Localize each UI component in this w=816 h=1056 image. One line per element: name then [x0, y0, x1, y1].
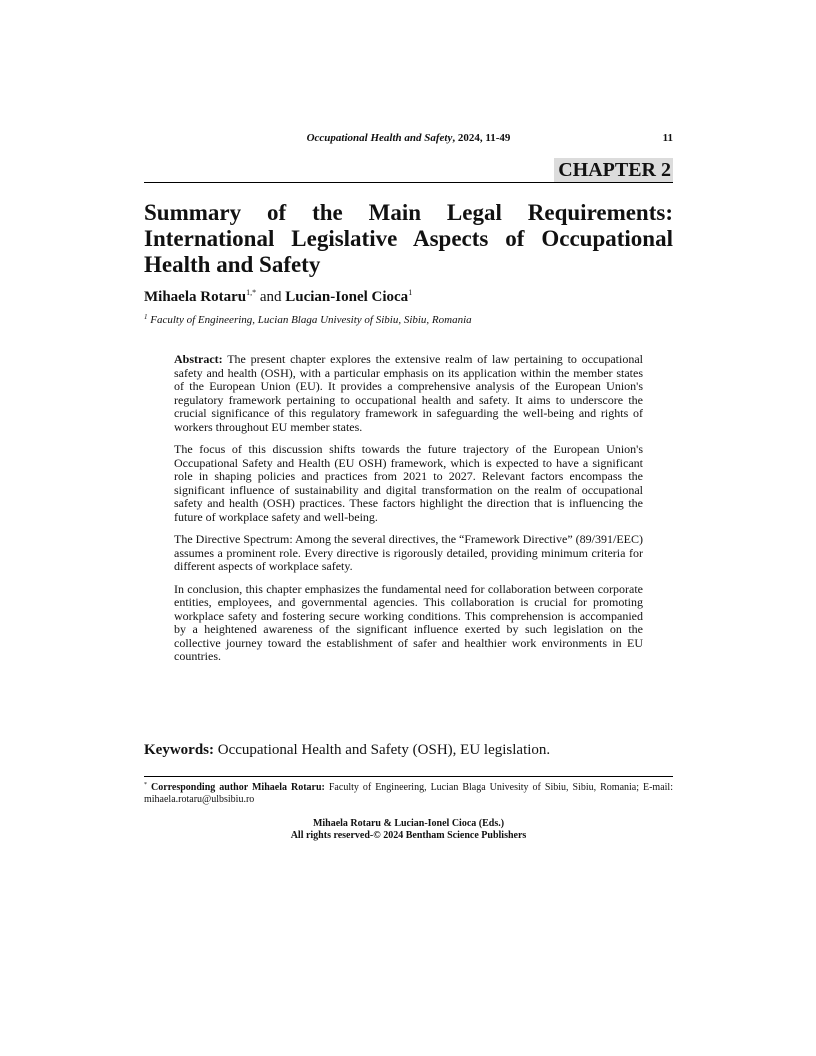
- keywords: [144, 742, 550, 759]
- title-line-1: Summary of the Main Legal Requirements:: [144, 200, 673, 225]
- abstract-paragraph-1: [174, 353, 643, 434]
- keywords-label: Keywords:: [144, 742, 214, 758]
- author-2-marker: 1: [408, 288, 413, 297]
- footnote-marker: *: [144, 782, 147, 788]
- author-conjunction: and: [256, 289, 286, 305]
- abstract-paragraph-4: In conclusion, this chapter emphasizes the fundamental need for collaboration between corporate entities, employees, and governmental agencies. This collaboration is crucial for promoting workplace safety and fostering secure working conditions. This comprehension is accompanied by a heightened awareness of the significant influence exerted by such legislation on the collective journey toward the establishment of safer and healthier work environments in EU countries.: [174, 581, 643, 663]
- page-number: 11: [662, 132, 673, 144]
- affiliation: [144, 313, 472, 326]
- book-credit: [144, 818, 673, 842]
- footnote-label: Corresponding author Mihaela Rotaru:: [147, 782, 325, 793]
- affiliation-marker: 1: [144, 313, 148, 321]
- abstract-label: Abstract:: [174, 352, 223, 366]
- author-1-name: Mihaela Rotaru: [144, 289, 247, 305]
- book-rights: All rights reserved-© 2024 Bentham Science Publishers: [290, 830, 527, 841]
- chapter-header: [144, 156, 673, 183]
- author-2-name: Lucian-Ionel Cioca: [285, 289, 409, 305]
- title-line-3: Health and Safety: [144, 252, 321, 277]
- journal-meta: , 2024, 11-49: [452, 132, 511, 144]
- chapter-label: CHAPTER 2: [554, 158, 673, 182]
- footnote-divider: [144, 776, 673, 777]
- author-line: [144, 288, 412, 306]
- title-line-2: International Legislative Aspects of Occupational: [144, 226, 673, 251]
- running-head: [144, 132, 673, 144]
- keywords-text: Occupational Health and Safety (OSH), EU legislation.: [214, 742, 551, 758]
- author-1-marker: 1,*: [246, 288, 257, 297]
- book-editors: Mihaela Rotaru & Lucian-Ionel Cioca (Eds.): [312, 818, 505, 829]
- journal-name: Occupational Health and Safety: [306, 132, 453, 144]
- abstract-p1-text: The present chapter explores the extensive realm of law pertaining to occupational safety and health (OSH), with a particular emphasis on its application within the member states of the European Union (EU). It provides a comprehensive analysis of the European Union's regulatory framework pertaining to occupational health and safety. It aims to underscore the crucial significance of this regulatory framework in safeguarding the well-being and rights of workers throughout EU member states.: [174, 352, 643, 434]
- abstract: [174, 353, 643, 673]
- footnote-text: Faculty of Engineering, Lucian Blaga Univesity of Sibiu, Sibiu, Romania; E-mail: mihaela.rotaru@ulbsibiu.ro: [144, 782, 673, 805]
- page: [144, 0, 673, 1056]
- affiliation-text: Faculty of Engineering, Lucian Blaga Univesity of Sibiu, Sibiu, Romania: [147, 314, 472, 326]
- abstract-paragraph-3: The Directive Spectrum: Among the several directives, the “Framework Directive” (89/391/EEC) assumes a prominent role. Every directive is rigorously detailed, providing minimum criteria for different aspects of workplace safety.: [174, 532, 643, 573]
- corresponding-author-footnote: [144, 779, 673, 806]
- abstract-paragraph-2: The focus of this discussion shifts towards the future trajectory of the European Union's Occupational Safety and Health (EU OSH) framework, which is expected to have a significant role in shaping policies and practices from 2021 to 2027. Relevant factors encompass the significant influence of sustainability and digital transformation on the realm of occupational safety and health (OSH) practices. These factors highlight the direction that is influencing the future of workplace safety and well-being.: [174, 442, 643, 524]
- chapter-title: [144, 200, 673, 278]
